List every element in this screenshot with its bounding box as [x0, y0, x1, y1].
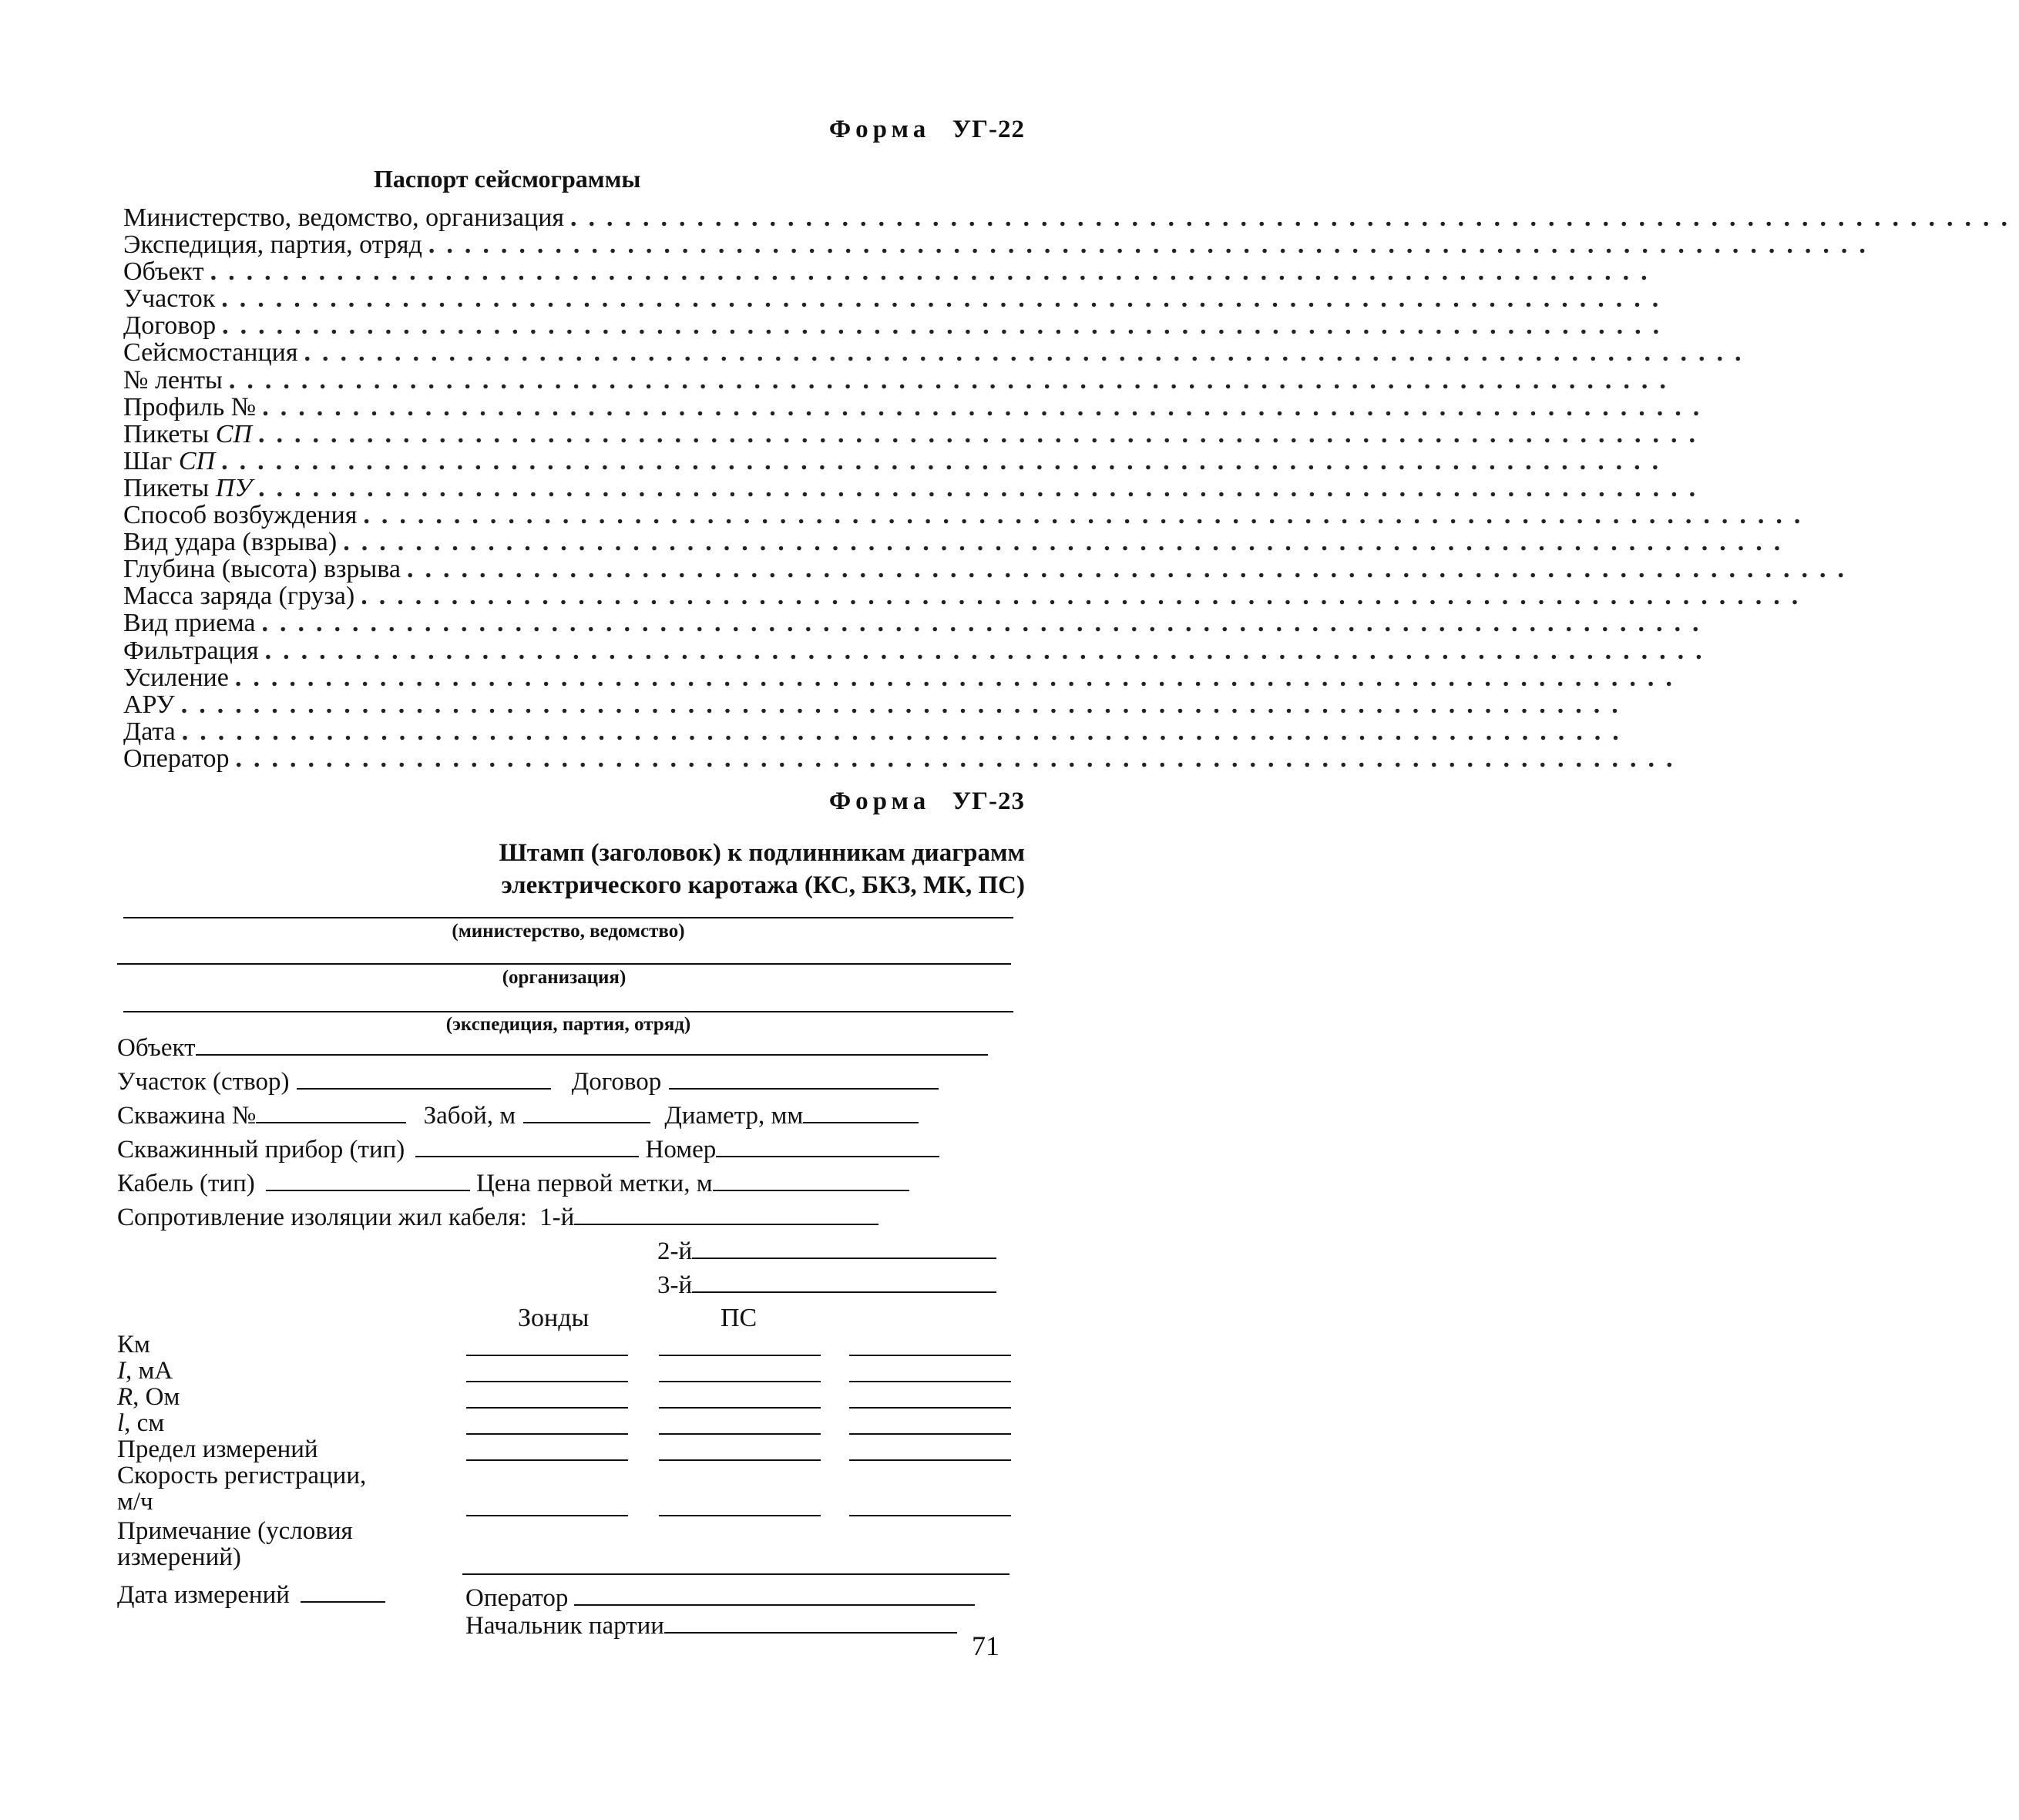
passport-row — [123, 555, 1856, 584]
ministry-line[interactable] — [123, 917, 1013, 918]
parameter-blank[interactable] — [849, 1381, 1011, 1382]
form-ug22-label — [829, 116, 1025, 144]
param-km: Км — [117, 1331, 150, 1358]
core3-row — [657, 1270, 1012, 1300]
core2-field[interactable] — [692, 1236, 996, 1259]
passport-row — [123, 203, 2019, 232]
bottom-label: Забой, м — [423, 1102, 516, 1130]
insulation-row — [117, 1202, 1011, 1232]
passport-row-text: Способ возбуждения — [123, 501, 358, 530]
dotted-leader[interactable]: ................................................................................ — [262, 392, 1712, 421]
passport-row-text: Масса заряда (груза) — [123, 582, 355, 611]
cable-field[interactable] — [266, 1168, 470, 1191]
passport-row — [123, 609, 1711, 638]
expedition-caption: (экспедиция, партия, отряд) — [445, 1014, 691, 1035]
core3-field[interactable] — [692, 1270, 996, 1293]
param-note: Примечание (условия — [117, 1517, 353, 1545]
parameter-blank[interactable] — [466, 1459, 628, 1461]
passport-row — [123, 636, 1714, 665]
passport-row-label — [123, 367, 229, 394]
well-field[interactable] — [256, 1100, 406, 1123]
passport-row — [123, 284, 1671, 314]
stamp-title-line2: электрического каротажа (КС, БКЗ, МК, ПС) — [501, 871, 1025, 899]
param-resistance — [117, 1384, 180, 1410]
passport-row — [123, 690, 1630, 719]
dotted-leader[interactable]: ................................................................................ — [361, 582, 1810, 611]
probes-header: Зонды — [518, 1304, 590, 1332]
core2-row — [657, 1236, 1012, 1266]
dotted-leader[interactable]: ................................................................................ — [181, 717, 1631, 746]
passport-row-text: Профиль № — [123, 392, 257, 421]
passport-row-text: Объект — [123, 257, 204, 287]
passport-row — [123, 582, 1810, 611]
passport-row-text: Вид приема — [123, 609, 256, 638]
passport-row-text: АРУ — [123, 690, 175, 719]
passport-row-text: Глубина (высота) взрыва — [123, 555, 401, 584]
contract-field[interactable] — [669, 1066, 939, 1090]
form-ug23-label — [829, 787, 1025, 816]
passport-row — [123, 744, 1685, 773]
parameter-blank[interactable] — [466, 1433, 628, 1435]
stamp-title-line1: Штамп (заголовок) к подлинникам диаграмм — [499, 839, 1025, 867]
dotted-leader[interactable]: ................................................................................ — [264, 636, 1714, 665]
parameter-blank[interactable] — [849, 1355, 1011, 1356]
param-current — [117, 1358, 173, 1384]
ministry-caption: (министерство, ведомство) — [452, 921, 685, 942]
passport-row-text: Усиление — [123, 663, 229, 692]
passport-row — [123, 663, 1684, 692]
passport-row-text: Министерство, ведомство, организация — [123, 203, 565, 232]
diameter-field[interactable] — [803, 1100, 919, 1123]
passport-row — [123, 230, 1877, 260]
dotted-leader[interactable]: ................................................................................ — [304, 338, 1753, 368]
operator-row — [465, 1583, 1013, 1613]
passport-row-label — [123, 718, 182, 745]
parameter-blank[interactable] — [659, 1355, 821, 1356]
first-mark-label: Цена первой метки, м — [475, 1170, 713, 1197]
site-row — [117, 1066, 1011, 1096]
passport-row-label — [123, 556, 407, 583]
contract-label: Договор — [571, 1068, 662, 1096]
passport-row — [123, 473, 1708, 502]
dotted-leader[interactable]: ................................................................................ — [570, 203, 2019, 232]
passport-row-label — [123, 664, 235, 691]
param-speed: Скорость регистрации, — [117, 1462, 367, 1489]
passport-list — [123, 203, 2019, 773]
passport-row — [123, 311, 1671, 341]
parameter-blank[interactable] — [466, 1355, 628, 1356]
site-label: Участок (створ) — [117, 1068, 290, 1096]
passport-row-label — [123, 339, 304, 366]
passport-row — [123, 419, 1707, 448]
passport-row-text: Дата — [123, 717, 176, 746]
core3-label: 3-й — [657, 1271, 693, 1299]
resistance-symbol: R — [117, 1383, 133, 1411]
parameter-blank[interactable] — [466, 1381, 628, 1382]
param-length — [117, 1410, 164, 1436]
site-field[interactable] — [297, 1066, 551, 1090]
passport-title: Паспорт сейсмограммы — [374, 165, 641, 193]
parameter-blank[interactable] — [466, 1515, 628, 1516]
passport-row-label — [123, 637, 265, 664]
passport-row — [123, 392, 1712, 421]
operator-field[interactable] — [574, 1583, 975, 1606]
current-unit: , мА — [126, 1357, 173, 1385]
current-symbol: I — [117, 1357, 126, 1385]
dotted-leader[interactable]: ................................................................................ — [257, 419, 1707, 448]
passport-row-text: № ленты — [123, 365, 223, 395]
organization-caption: (организация) — [502, 967, 627, 988]
stamp-title — [331, 837, 1025, 902]
cable-row — [117, 1168, 1011, 1198]
page-number: 71 — [972, 1630, 999, 1661]
passport-row-label — [123, 421, 258, 448]
tool-field[interactable] — [415, 1134, 639, 1157]
date-field[interactable] — [301, 1580, 385, 1603]
parameter-blank[interactable] — [849, 1459, 1011, 1461]
dotted-leader[interactable]: ................................................................................ — [235, 744, 1685, 773]
dotted-leader[interactable]: ................................................................................ — [363, 501, 1812, 530]
passport-row — [123, 528, 1792, 557]
note-field[interactable] — [462, 1573, 1010, 1575]
passport-row-label — [123, 745, 235, 772]
parameter-blank[interactable] — [659, 1381, 821, 1382]
passport-row-italic: СП — [178, 446, 216, 475]
object-field[interactable] — [196, 1033, 988, 1056]
passport-row-text: Договор — [123, 311, 217, 341]
passport-row — [123, 446, 1671, 475]
passport-row-label — [123, 609, 262, 636]
param-note-cont: измерений) — [117, 1543, 241, 1571]
form-number: УГ-23 — [952, 787, 1025, 815]
passport-row-text: Оператор — [123, 744, 230, 773]
core1-field[interactable] — [574, 1202, 878, 1225]
date-row — [117, 1580, 441, 1610]
core1-label: 1-й — [539, 1204, 575, 1231]
parameter-blank[interactable] — [466, 1407, 628, 1409]
passport-row-label — [123, 448, 221, 475]
passport-row-text: Пикеты — [123, 473, 216, 502]
passport-row — [123, 338, 1753, 368]
dotted-leader[interactable]: ................................................................................ — [210, 257, 1659, 287]
organization-line[interactable] — [117, 963, 1011, 965]
parameter-blank[interactable] — [659, 1407, 821, 1409]
passport-row-label — [123, 475, 258, 502]
dotted-leader[interactable]: ................................................................................ — [428, 230, 1877, 260]
cable-label: Кабель (тип) — [117, 1170, 255, 1197]
expedition-line[interactable] — [123, 1011, 1013, 1012]
passport-row-label — [123, 285, 221, 312]
number-label: Номер — [645, 1136, 717, 1164]
object-row — [117, 1033, 1011, 1063]
passport-row-label — [123, 312, 222, 339]
parameter-blank[interactable] — [659, 1515, 821, 1516]
passport-row-italic: СП — [215, 419, 252, 448]
diameter-label: Диаметр, мм — [664, 1102, 804, 1130]
operator-label: Оператор — [465, 1584, 569, 1612]
passport-row-label — [123, 258, 210, 285]
passport-row — [123, 365, 1678, 395]
chief-row — [465, 1610, 1013, 1640]
dotted-leader[interactable]: ................................................................................ — [228, 365, 1678, 395]
parameter-blank[interactable] — [849, 1433, 1011, 1435]
dotted-leader[interactable]: ................................................................................ — [343, 528, 1792, 557]
parameter-blank[interactable] — [849, 1407, 1011, 1409]
passport-row-text: Пикеты — [123, 419, 216, 448]
dotted-leader[interactable]: ................................................................................ — [180, 690, 1630, 719]
dotted-leader[interactable]: ................................................................................ — [258, 473, 1708, 502]
first-mark-field[interactable] — [713, 1168, 909, 1191]
passport-row-text: Экспедиция, партия, отряд — [123, 230, 422, 260]
length-symbol: l — [117, 1409, 125, 1437]
dotted-leader[interactable]: ................................................................................ — [406, 555, 1856, 584]
passport-row — [123, 717, 1631, 746]
tool-label: Скважинный прибор (тип) — [117, 1136, 405, 1164]
dotted-leader[interactable]: ................................................................................ — [221, 284, 1671, 314]
well-label: Скважина № — [117, 1102, 257, 1130]
dotted-leader[interactable]: ................................................................................ — [222, 311, 1671, 341]
well-row — [117, 1100, 1011, 1130]
dotted-leader[interactable]: ................................................................................ — [261, 609, 1711, 638]
chief-label: Начальник партии — [465, 1612, 664, 1640]
param-speed-unit: м/ч — [117, 1488, 153, 1516]
passport-row-label — [123, 231, 428, 258]
passport-row-text: Сейсмостанция — [123, 338, 298, 368]
param-limit: Предел измерений — [117, 1436, 318, 1463]
insulation-label: Сопротивление изоляции жил кабеля: — [117, 1204, 527, 1231]
bottom-field[interactable] — [523, 1100, 650, 1123]
object-label: Объект — [117, 1034, 196, 1062]
form-word: Форма — [828, 787, 931, 815]
passport-row-label — [123, 529, 343, 556]
tool-row — [117, 1134, 1011, 1164]
form-number: УГ-22 — [952, 116, 1025, 143]
chief-field[interactable] — [664, 1610, 957, 1634]
parameter-blank[interactable] — [849, 1515, 1011, 1516]
passport-row — [123, 501, 1812, 530]
ps-header: ПС — [721, 1304, 758, 1332]
passport-row-label — [123, 394, 262, 421]
passport-row-text: Участок — [123, 284, 216, 314]
passport-row-label — [123, 583, 361, 609]
date-label: Дата измерений — [117, 1581, 290, 1609]
passport-row-label — [123, 691, 181, 718]
parameter-blank[interactable] — [659, 1433, 821, 1435]
passport-row-text: Фильтрация — [123, 636, 259, 665]
passport-row-italic: ПУ — [215, 473, 253, 502]
parameter-blank[interactable] — [659, 1459, 821, 1461]
length-unit: , см — [124, 1409, 165, 1437]
passport-row-text: Вид удара (взрыва) — [123, 528, 338, 557]
form-word: Форма — [828, 116, 931, 143]
passport-row-label — [123, 502, 363, 529]
passport-row-text: Шаг — [123, 446, 179, 475]
passport-row — [123, 257, 1659, 287]
passport-row-label — [123, 204, 570, 231]
resistance-unit: , Ом — [133, 1383, 180, 1411]
dotted-leader[interactable]: ................................................................................ — [221, 446, 1671, 475]
dotted-leader[interactable]: ................................................................................ — [234, 663, 1684, 692]
number-field[interactable] — [716, 1134, 939, 1157]
core2-label: 2-й — [657, 1237, 693, 1265]
